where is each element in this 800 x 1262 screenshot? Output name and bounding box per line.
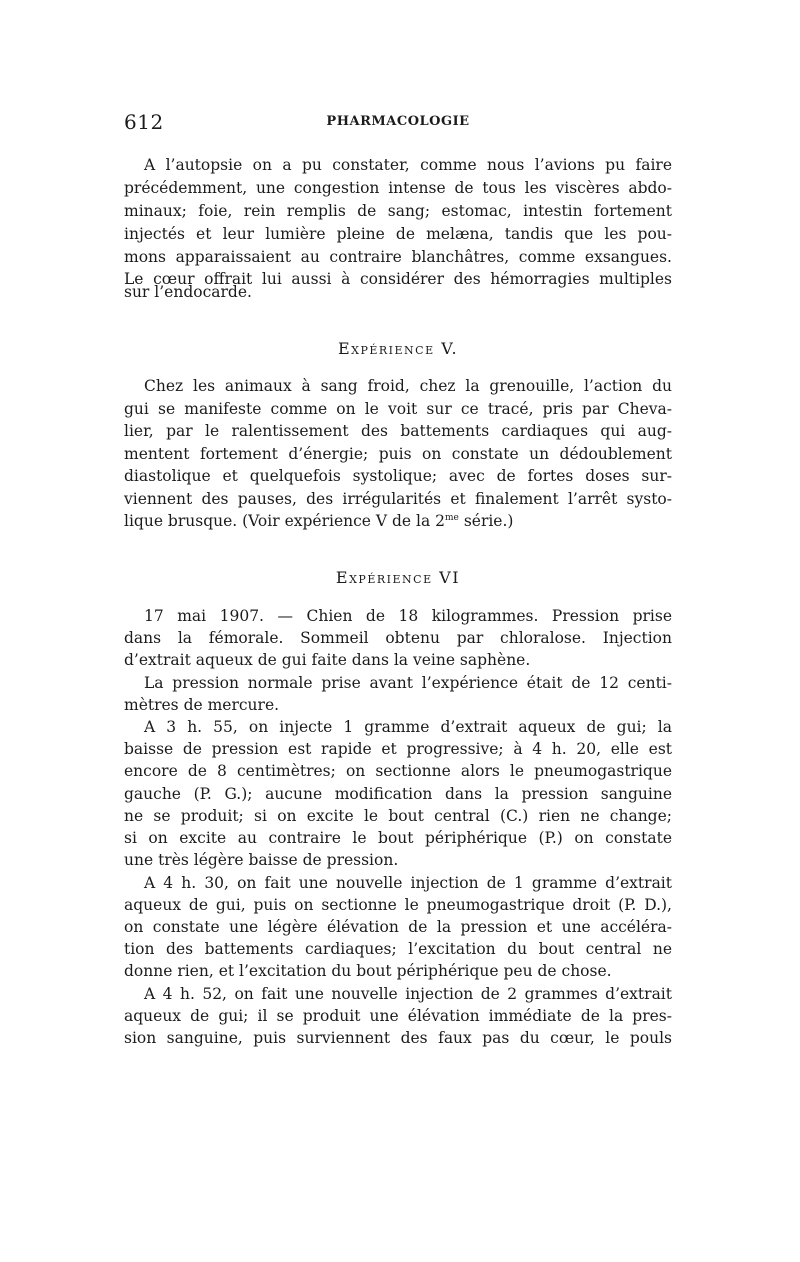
text-line: Chez les animaux à sang froid, chez la grenouille, l’action du	[144, 377, 672, 395]
text-line	[124, 511, 672, 531]
text-line: si on excite au contraire le bout périphérique (P.) on constate	[124, 829, 672, 847]
text-line: lier, par le ralentissement des battements cardiaques qui aug-	[124, 422, 672, 440]
text-fragment: série.)	[458, 512, 514, 530]
text-line: mons apparaissaient au contraire blanchâtres, comme exsangues.	[124, 248, 672, 266]
text-line: aqueux de gui; il se produit une élévation immédiate de la pres-	[124, 1007, 672, 1025]
section-heading: Expérience VI	[335, 568, 461, 587]
text-line: injectés et leur lumière pleine de melæna, tandis que les pou-	[124, 225, 672, 243]
text-line: d’extrait aqueux de gui faite dans la veine saphène.	[124, 651, 531, 669]
text-line: minaux; foie, rein remplis de sang; estomac, intestin fortement	[124, 202, 672, 220]
text-line: ne se produit; si on excite le bout central (C.) rien ne change;	[124, 807, 672, 825]
section-heading: Expérience V.	[337, 339, 459, 358]
text-line: dans la fémorale. Sommeil obtenu par chloralose. Injection	[124, 629, 672, 647]
text-line: sur l’endocarde.	[124, 283, 252, 301]
text-line: A 4 h. 30, on fait une nouvelle injection de 1 gramme d’extrait	[144, 874, 672, 892]
text-line: mètres de mercure.	[124, 696, 280, 714]
text-line: 17 mai 1907. — Chien de 18 kilogrammes. Pression prise	[144, 607, 672, 625]
text-line: précédemment, une congestion intense de tous les viscères abdo-	[124, 179, 672, 197]
text-line: baisse de pression est rapide et progressive; à 4 h. 20, elle est	[124, 740, 672, 758]
text-line: encore de 8 centimètres; on sectionne alors le pneumogastrique	[124, 762, 672, 780]
text-line: A 3 h. 55, on injecte 1 gramme d’extrait aqueux de gui; la	[144, 718, 672, 736]
text-line: A 4 h. 52, on fait une nouvelle injection de 2 grammes d’extrait	[144, 985, 672, 1003]
page-header	[124, 110, 672, 138]
text-fragment: lique brusque. (Voir expérience V de la 2	[124, 512, 446, 530]
text-line: donne rien, et l’excitation du bout périphérique peu de chose.	[124, 962, 612, 980]
text-line: Le cœur offrait lui aussi à considérer des hémorragies multiples	[124, 270, 672, 288]
superscript: me	[445, 513, 459, 523]
running-title: PHARMACOLOGIE	[326, 114, 470, 129]
text-line: on constate une légère élévation de la pression et une accéléra-	[124, 918, 672, 936]
text-line: sion sanguine, puis surviennent des faux pas du cœur, le pouls	[124, 1029, 672, 1047]
text-line: A l’autopsie on a pu constater, comme nous l’avions pu faire	[144, 156, 672, 174]
text-line: une très légère baisse de pression.	[124, 851, 399, 869]
text-line: gauche (P. G.); aucune modification dans la pression sanguine	[124, 785, 672, 803]
text-line: aqueux de gui, puis on sectionne le pneumogastrique droit (P. D.),	[124, 896, 672, 914]
text-line: diastolique et quelquefois systolique; avec de fortes doses sur-	[124, 467, 672, 485]
text-line: mentent fortement d’énergie; puis on constate un dédoublement	[124, 445, 672, 463]
text-line: viennent des pauses, des irrégularités et finalement l’arrêt systo-	[124, 490, 672, 508]
text-line: tion des battements cardiaques; l’excitation du bout central ne	[124, 940, 672, 958]
text-line: La pression normale prise avant l’expérience était de 12 centi-	[144, 674, 672, 692]
page-number: 612	[124, 110, 164, 134]
text-line: gui se manifeste comme on le voit sur ce tracé, pris par Cheva-	[124, 400, 672, 418]
